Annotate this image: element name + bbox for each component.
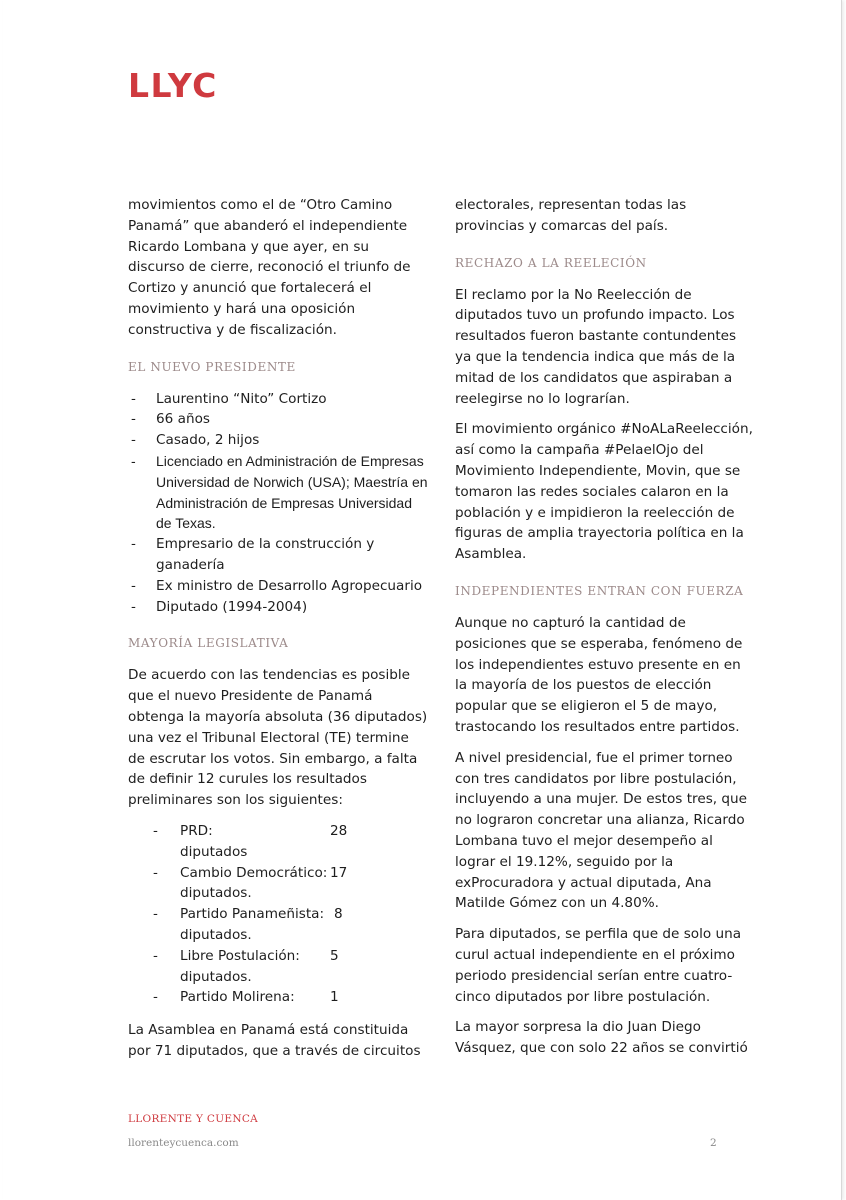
list-item: - Casado, 2 hijos <box>128 430 428 451</box>
paragraph: A nivel presidencial, fue el primer torneo con tres candidatos por libre postulación, incluyendo a una mujer. De estos tres, que no lograron concretar una alianza, Ricardo Lombana tuvo el mejor desempeño al lograr el 19.12%, seguido por la exProcuradora y actual diputada, Ana Matilde Gómez con un 4.80%. <box>455 749 748 912</box>
section-heading-new-president: EL NUEVO PRESIDENTE <box>128 359 296 374</box>
paragraph: La mayor sorpresa la dio Juan Diego Vásquez, que con solo 22 años se convirtió <box>455 1019 748 1057</box>
paragraph: La Asamblea en Panamá está constituida por 71 diputados, que a través de circuitos <box>128 1022 421 1059</box>
paragraph: El reclamo por la No Reelección de diputados tuvo un profundo impacto. Los resultados fueron bastante contundentes ya que la tendencia indica que más de la mitad de los candidatos que aspiraban a reelegirse no lo lograrían. <box>455 286 737 407</box>
paragraph: Para diputados, se perfila que de solo una curul actual independiente en el próximo periodo presidencial serían entre cuatro-cinco diputados por libre postulación. <box>455 926 742 1005</box>
party-name: - Partido Panameñista: <box>180 906 325 923</box>
party-unit: diputados. <box>180 968 252 985</box>
list-item: - Laurentino “Nito” Cortizo <box>128 389 428 410</box>
party-seats: 28 <box>330 822 348 839</box>
party-row <box>128 904 428 946</box>
party-unit: diputados. <box>180 926 252 943</box>
llyc-logo: LLYC <box>128 66 218 105</box>
party-results-list <box>128 821 428 1008</box>
party-seats: 8 <box>334 906 343 923</box>
document-page <box>3 0 842 1200</box>
list-item: - Empresario de la construcción y ganadería <box>128 534 428 576</box>
section-heading-legislative-majority: MAYORÍA LEGISLATIVA <box>128 636 289 651</box>
paragraph: movimientos como el de “Otro Camino Panamá” que abanderó el independiente Ricardo Lombana y que ayer, en su discurso de cierre, reconoció el triunfo de Cortizo y anunció que fortalecerá el movimiento y hará una oposición constructiva y de fiscalización. <box>128 197 411 338</box>
president-bio-list <box>128 389 428 618</box>
section-heading-reelection: RECHAZO A LA REELECIÓN <box>455 255 647 270</box>
party-name: - Partido Molirena: <box>180 989 295 1006</box>
party-unit: diputados. <box>180 885 252 902</box>
paragraph: electorales, representan todas las provincias y comarcas del país. <box>455 197 687 234</box>
list-item: - Licenciado en Administración de Empresas Universidad de Norwich (USA); Maestría en Administración de Empresas Universidad de Texas. <box>128 451 428 534</box>
list-item: - 66 años <box>128 409 428 430</box>
party-seats: 5 <box>330 947 339 964</box>
party-name: - Cambio Democrático: <box>180 864 328 881</box>
list-item: - Ex ministro de Desarrollo Agropecuario <box>128 576 428 597</box>
party-seats: 17 <box>330 864 348 881</box>
left-column <box>128 195 428 1072</box>
paragraph: De acuerdo con las tendencias es posible que el nuevo Presidente de Panamá obtenga la mayoría absoluta (36 diputados) una vez el Tribunal Electoral (TE) termine de escrutar los votos. Sin embargo, a falta de definir 12 curules los resultados preliminares son los siguientes: <box>128 667 428 809</box>
page-number: 2 <box>710 1137 717 1149</box>
footer-company: LLORENTE Y CUENCA <box>128 1113 259 1125</box>
paragraph: El movimiento orgánico #NoALaReelección, así como la campaña #PelaelOjo del Movimiento Independiente, Movin, que se tomaron las redes sociales calaron en la población y e impidieron la reelección de figuras de amplia trayectoria política en la Asamblea. <box>455 421 753 563</box>
party-name: - PRD: <box>180 822 213 839</box>
party-unit: diputados <box>180 843 248 860</box>
party-seats: 1 <box>330 989 339 1006</box>
section-heading-independents: INDEPENDIENTES ENTRAN CON FUERZA <box>455 583 744 598</box>
paragraph: Aunque no capturó la cantidad de posiciones que se esperaba, fenómeno de los independientes estuvo presente en en la mayoría de los puestos de elección popular que se eligieron el 5 de mayo, trastocando los resultados entre partidos. <box>455 614 743 735</box>
footer-url: llorenteycuenca.com <box>128 1137 239 1149</box>
party-row <box>128 863 428 905</box>
party-name: - Libre Postulación: <box>180 947 300 964</box>
party-row <box>128 821 428 863</box>
party-row <box>128 987 428 1008</box>
right-column <box>455 195 755 1069</box>
party-row <box>128 946 428 988</box>
list-item: - Diputado (1994-2004) <box>128 597 428 618</box>
